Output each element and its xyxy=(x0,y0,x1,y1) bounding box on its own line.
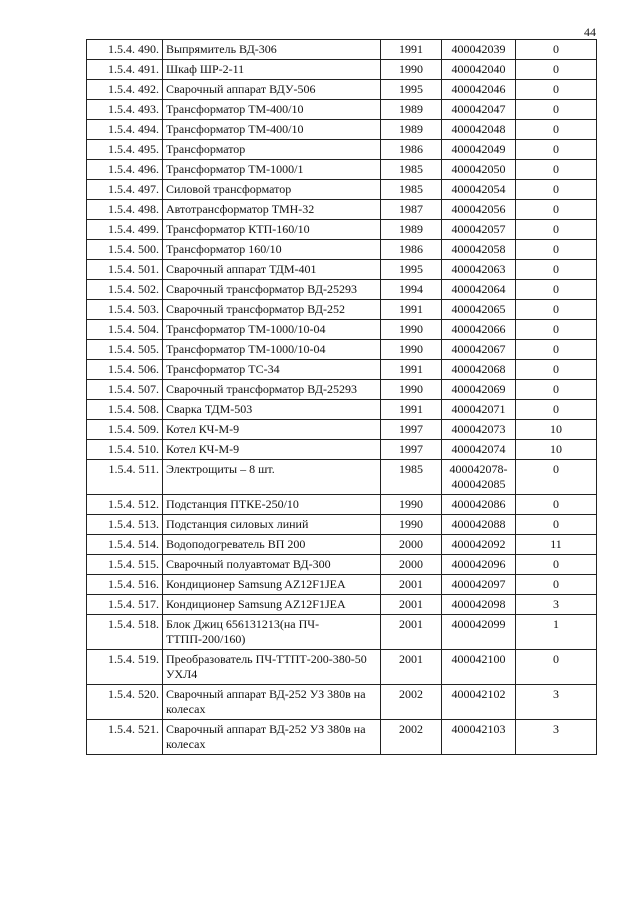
value-cell: 0 xyxy=(516,340,597,360)
row-number-cell: 1.5.4. 494. xyxy=(87,120,163,140)
value-cell: 0 xyxy=(516,280,597,300)
inventory-number-cell xyxy=(442,40,516,60)
year-cell: 1995 xyxy=(381,80,442,100)
year-cell: 1985 xyxy=(381,460,442,495)
value-cell: 3 xyxy=(516,595,597,615)
item-name-cell: Трансформатор xyxy=(163,140,381,160)
year-cell: 1991 xyxy=(381,300,442,320)
table-row xyxy=(87,615,597,650)
inventory-number: 400042096 xyxy=(451,557,506,571)
row-number-cell: 1.5.4. 497. xyxy=(87,180,163,200)
item-name-cell: Котел КЧ-М-9 xyxy=(163,420,381,440)
value-cell: 0 xyxy=(516,140,597,160)
value-cell: 0 xyxy=(516,300,597,320)
row-number-cell: 1.5.4. 502. xyxy=(87,280,163,300)
inventory-number-cell xyxy=(442,320,516,340)
row-number-cell: 1.5.4. 499. xyxy=(87,220,163,240)
inventory-number: 400042102 xyxy=(451,687,506,701)
row-number-cell: 1.5.4. 507. xyxy=(87,380,163,400)
table-row xyxy=(87,60,597,80)
row-number-cell: 1.5.4. 511. xyxy=(87,460,163,495)
item-name-cell: Котел КЧ-М-9 xyxy=(163,440,381,460)
row-number-cell: 1.5.4. 518. xyxy=(87,615,163,650)
value-cell: 10 xyxy=(516,420,597,440)
inventory-number: 400042054 xyxy=(451,182,506,196)
item-name-cell: Трансформатор ТС-34 xyxy=(163,360,381,380)
item-name-cell: Преобразователь ПЧ-ТТПТ-200-380-50 УХЛ4 xyxy=(163,650,381,685)
year-cell: 1986 xyxy=(381,240,442,260)
year-cell: 2001 xyxy=(381,650,442,685)
year-cell: 1990 xyxy=(381,320,442,340)
inventory-number: 400042056 xyxy=(451,202,506,216)
item-name-cell: Кондиционер Samsung AZ12F1JEA xyxy=(163,595,381,615)
table-row xyxy=(87,420,597,440)
inventory-number-cell xyxy=(442,420,516,440)
table-row xyxy=(87,555,597,575)
table-row xyxy=(87,300,597,320)
row-number-cell: 1.5.4. 516. xyxy=(87,575,163,595)
year-cell: 1991 xyxy=(381,40,442,60)
year-cell: 2000 xyxy=(381,555,442,575)
item-name-cell: Сварка ТДМ-503 xyxy=(163,400,381,420)
table-row xyxy=(87,400,597,420)
year-cell: 1989 xyxy=(381,120,442,140)
year-cell: 2001 xyxy=(381,595,442,615)
table-row xyxy=(87,575,597,595)
inventory-number: 400042071 xyxy=(451,402,506,416)
inventory-number: 400042064 xyxy=(451,282,506,296)
table-row xyxy=(87,120,597,140)
inventory-number: 400042074 xyxy=(451,442,506,456)
row-number-cell: 1.5.4. 493. xyxy=(87,100,163,120)
item-name-cell: Сварочный аппарат ВДУ-506 xyxy=(163,80,381,100)
value-cell: 1 xyxy=(516,615,597,650)
value-cell: 0 xyxy=(516,495,597,515)
year-cell: 1985 xyxy=(381,180,442,200)
value-cell: 0 xyxy=(516,80,597,100)
inventory-number: 400042048 xyxy=(451,122,506,136)
value-cell: 0 xyxy=(516,515,597,535)
inventory-number-cell xyxy=(442,685,516,720)
value-cell: 0 xyxy=(516,360,597,380)
item-name-cell: Автотрансформатор ТМН-32 xyxy=(163,200,381,220)
item-name-cell: Сварочный полуавтомат ВД-300 xyxy=(163,555,381,575)
table-row xyxy=(87,650,597,685)
inventory-number-cell xyxy=(442,220,516,240)
table-row xyxy=(87,220,597,240)
inventory-number-cell xyxy=(442,140,516,160)
item-name-cell: Сварочный трансформатор ВД-25293 xyxy=(163,380,381,400)
inventory-number-cell xyxy=(442,720,516,755)
table-row xyxy=(87,280,597,300)
item-name-cell: Трансформатор КТП-160/10 xyxy=(163,220,381,240)
inventory-number: 400042088 xyxy=(451,517,506,531)
row-number-cell: 1.5.4. 495. xyxy=(87,140,163,160)
year-cell: 2001 xyxy=(381,575,442,595)
year-cell: 1990 xyxy=(381,495,442,515)
inventory-number-cell xyxy=(442,80,516,100)
inventory-number-cell xyxy=(442,650,516,685)
inventory-number-cell xyxy=(442,200,516,220)
page-number: 44 xyxy=(584,25,596,39)
row-number-cell: 1.5.4. 515. xyxy=(87,555,163,575)
value-cell: 0 xyxy=(516,60,597,80)
table-row xyxy=(87,200,597,220)
table-row xyxy=(87,80,597,100)
year-cell: 2001 xyxy=(381,615,442,650)
value-cell: 0 xyxy=(516,400,597,420)
inventory-number: 400042058 xyxy=(451,242,506,256)
value-cell: 10 xyxy=(516,440,597,460)
value-cell: 0 xyxy=(516,120,597,140)
inventory-number-cell xyxy=(442,535,516,555)
row-number-cell: 1.5.4. 506. xyxy=(87,360,163,380)
value-cell: 0 xyxy=(516,460,597,495)
inventory-number: 400042085 xyxy=(451,477,506,491)
table-row xyxy=(87,240,597,260)
item-name-cell: Электрощиты – 8 шт. xyxy=(163,460,381,495)
year-cell: 2002 xyxy=(381,720,442,755)
inventory-number-cell xyxy=(442,515,516,535)
item-name-cell: Водоподогреватель ВП 200 xyxy=(163,535,381,555)
inventory-number-cell xyxy=(442,495,516,515)
table-row xyxy=(87,260,597,280)
inventory-number-cell xyxy=(442,260,516,280)
value-cell: 0 xyxy=(516,160,597,180)
inventory-number: 400042046 xyxy=(451,82,506,96)
year-cell: 1990 xyxy=(381,60,442,80)
inventory-number-cell xyxy=(442,160,516,180)
value-cell: 0 xyxy=(516,240,597,260)
inventory-number: 400042050 xyxy=(451,162,506,176)
item-name-cell: Подстанция силовых линий xyxy=(163,515,381,535)
year-cell: 1990 xyxy=(381,515,442,535)
value-cell: 0 xyxy=(516,40,597,60)
item-name-cell: Сварочный аппарат ВД-252 УЗ 380в на колесах xyxy=(163,720,381,755)
value-cell: 0 xyxy=(516,555,597,575)
inventory-number: 400042068 xyxy=(451,362,506,376)
item-name-cell: Сварочный аппарат ВД-252 УЗ 380в на колесах xyxy=(163,685,381,720)
inventory-number: 400042069 xyxy=(451,382,506,396)
inventory-number: 400042086 xyxy=(451,497,506,511)
inventory-number: 400042098 xyxy=(451,597,506,611)
row-number-cell: 1.5.4. 500. xyxy=(87,240,163,260)
inventory-number: 400042073 xyxy=(451,422,506,436)
year-cell: 1985 xyxy=(381,160,442,180)
item-name-cell: Трансформатор ТМ-400/10 xyxy=(163,100,381,120)
inventory-number: 400042097 xyxy=(451,577,506,591)
table-row xyxy=(87,535,597,555)
item-name-cell: Трансформатор ТМ-1000/10-04 xyxy=(163,340,381,360)
inventory-number-cell xyxy=(442,180,516,200)
inventory-number-cell xyxy=(442,380,516,400)
table-row xyxy=(87,340,597,360)
table-row xyxy=(87,100,597,120)
table-row xyxy=(87,380,597,400)
table-row xyxy=(87,140,597,160)
inventory-number: 400042103 xyxy=(451,722,506,736)
table-row xyxy=(87,595,597,615)
inventory-number-cell xyxy=(442,300,516,320)
item-name-cell: Трансформатор 160/10 xyxy=(163,240,381,260)
inventory-table xyxy=(86,39,597,755)
item-name-cell: Трансформатор ТМ-400/10 xyxy=(163,120,381,140)
year-cell: 1987 xyxy=(381,200,442,220)
inventory-number: 400042099 xyxy=(451,617,506,631)
inventory-number-cell xyxy=(442,340,516,360)
year-cell: 1990 xyxy=(381,380,442,400)
inventory-number-cell xyxy=(442,240,516,260)
item-name-cell: Подстанция ПТКЕ-250/10 xyxy=(163,495,381,515)
item-name-cell: Силовой трансформатор xyxy=(163,180,381,200)
row-number-cell: 1.5.4. 491. xyxy=(87,60,163,80)
row-number-cell: 1.5.4. 503. xyxy=(87,300,163,320)
row-number-cell: 1.5.4. 520. xyxy=(87,685,163,720)
table-row xyxy=(87,685,597,720)
inventory-number: 400042049 xyxy=(451,142,506,156)
table-row xyxy=(87,720,597,755)
value-cell: 3 xyxy=(516,685,597,720)
year-cell: 1989 xyxy=(381,100,442,120)
inventory-number-cell xyxy=(442,460,516,495)
item-name-cell: Сварочный аппарат ТДМ-401 xyxy=(163,260,381,280)
row-number-cell: 1.5.4. 508. xyxy=(87,400,163,420)
row-number-cell: 1.5.4. 492. xyxy=(87,80,163,100)
item-name-cell: Шкаф ШР-2-11 xyxy=(163,60,381,80)
inventory-number: 400042065 xyxy=(451,302,506,316)
inventory-number-cell xyxy=(442,280,516,300)
item-name-cell: Блок Джиц 656131213(на ПЧ-ТТПП-200/160) xyxy=(163,615,381,650)
year-cell: 1997 xyxy=(381,440,442,460)
year-cell: 1986 xyxy=(381,140,442,160)
value-cell: 0 xyxy=(516,650,597,685)
table-row xyxy=(87,515,597,535)
inventory-number: 400042067 xyxy=(451,342,506,356)
item-name-cell: Сварочный трансформатор ВД-25293 xyxy=(163,280,381,300)
inventory-number: 400042100 xyxy=(451,652,506,666)
inventory-number-cell xyxy=(442,360,516,380)
inventory-number: 400042092 xyxy=(451,537,506,551)
year-cell: 1990 xyxy=(381,340,442,360)
value-cell: 0 xyxy=(516,575,597,595)
inventory-number: 400042047 xyxy=(451,102,506,116)
value-cell: 3 xyxy=(516,720,597,755)
inventory-number-cell xyxy=(442,440,516,460)
item-name-cell: Трансформатор ТМ-1000/10-04 xyxy=(163,320,381,340)
row-number-cell: 1.5.4. 496. xyxy=(87,160,163,180)
inventory-number-cell xyxy=(442,615,516,650)
inventory-number-cell xyxy=(442,555,516,575)
value-cell: 0 xyxy=(516,320,597,340)
row-number-cell: 1.5.4. 498. xyxy=(87,200,163,220)
year-cell: 1995 xyxy=(381,260,442,280)
inventory-number-cell xyxy=(442,575,516,595)
row-number-cell: 1.5.4. 510. xyxy=(87,440,163,460)
row-number-cell: 1.5.4. 517. xyxy=(87,595,163,615)
inventory-number-cell xyxy=(442,100,516,120)
table-row xyxy=(87,495,597,515)
table-row xyxy=(87,320,597,340)
inventory-number: 400042063 xyxy=(451,262,506,276)
value-cell: 0 xyxy=(516,380,597,400)
row-number-cell: 1.5.4. 505. xyxy=(87,340,163,360)
table-row xyxy=(87,460,597,495)
row-number-cell: 1.5.4. 504. xyxy=(87,320,163,340)
year-cell: 1991 xyxy=(381,360,442,380)
row-number-cell: 1.5.4. 509. xyxy=(87,420,163,440)
year-cell: 1997 xyxy=(381,420,442,440)
inventory-number: 400042057 xyxy=(451,222,506,236)
table-row xyxy=(87,180,597,200)
year-cell: 1994 xyxy=(381,280,442,300)
inventory-number: 400042040 xyxy=(451,62,506,76)
inventory-number: 400042078- xyxy=(449,462,508,476)
year-cell: 2000 xyxy=(381,535,442,555)
value-cell: 0 xyxy=(516,220,597,240)
inventory-number-cell xyxy=(442,120,516,140)
item-name-cell: Трансформатор ТМ-1000/1 xyxy=(163,160,381,180)
table-row xyxy=(87,440,597,460)
table-row xyxy=(87,40,597,60)
row-number-cell: 1.5.4. 513. xyxy=(87,515,163,535)
year-cell: 1989 xyxy=(381,220,442,240)
row-number-cell: 1.5.4. 501. xyxy=(87,260,163,280)
item-name-cell: Сварочный трансформатор ВД-252 xyxy=(163,300,381,320)
row-number-cell: 1.5.4. 512. xyxy=(87,495,163,515)
table-row xyxy=(87,160,597,180)
value-cell: 11 xyxy=(516,535,597,555)
table-row xyxy=(87,360,597,380)
value-cell: 0 xyxy=(516,260,597,280)
value-cell: 0 xyxy=(516,180,597,200)
inventory-number-cell xyxy=(442,595,516,615)
row-number-cell: 1.5.4. 519. xyxy=(87,650,163,685)
item-name-cell: Кондиционер Samsung AZ12F1JEA xyxy=(163,575,381,595)
inventory-table-body xyxy=(87,40,597,755)
inventory-number: 400042066 xyxy=(451,322,506,336)
row-number-cell: 1.5.4. 490. xyxy=(87,40,163,60)
value-cell: 0 xyxy=(516,100,597,120)
item-name-cell: Выпрямитель ВД-306 xyxy=(163,40,381,60)
year-cell: 2002 xyxy=(381,685,442,720)
inventory-number: 400042039 xyxy=(451,42,506,56)
inventory-number-cell xyxy=(442,60,516,80)
year-cell: 1991 xyxy=(381,400,442,420)
value-cell: 0 xyxy=(516,200,597,220)
inventory-number-cell xyxy=(442,400,516,420)
row-number-cell: 1.5.4. 514. xyxy=(87,535,163,555)
row-number-cell: 1.5.4. 521. xyxy=(87,720,163,755)
